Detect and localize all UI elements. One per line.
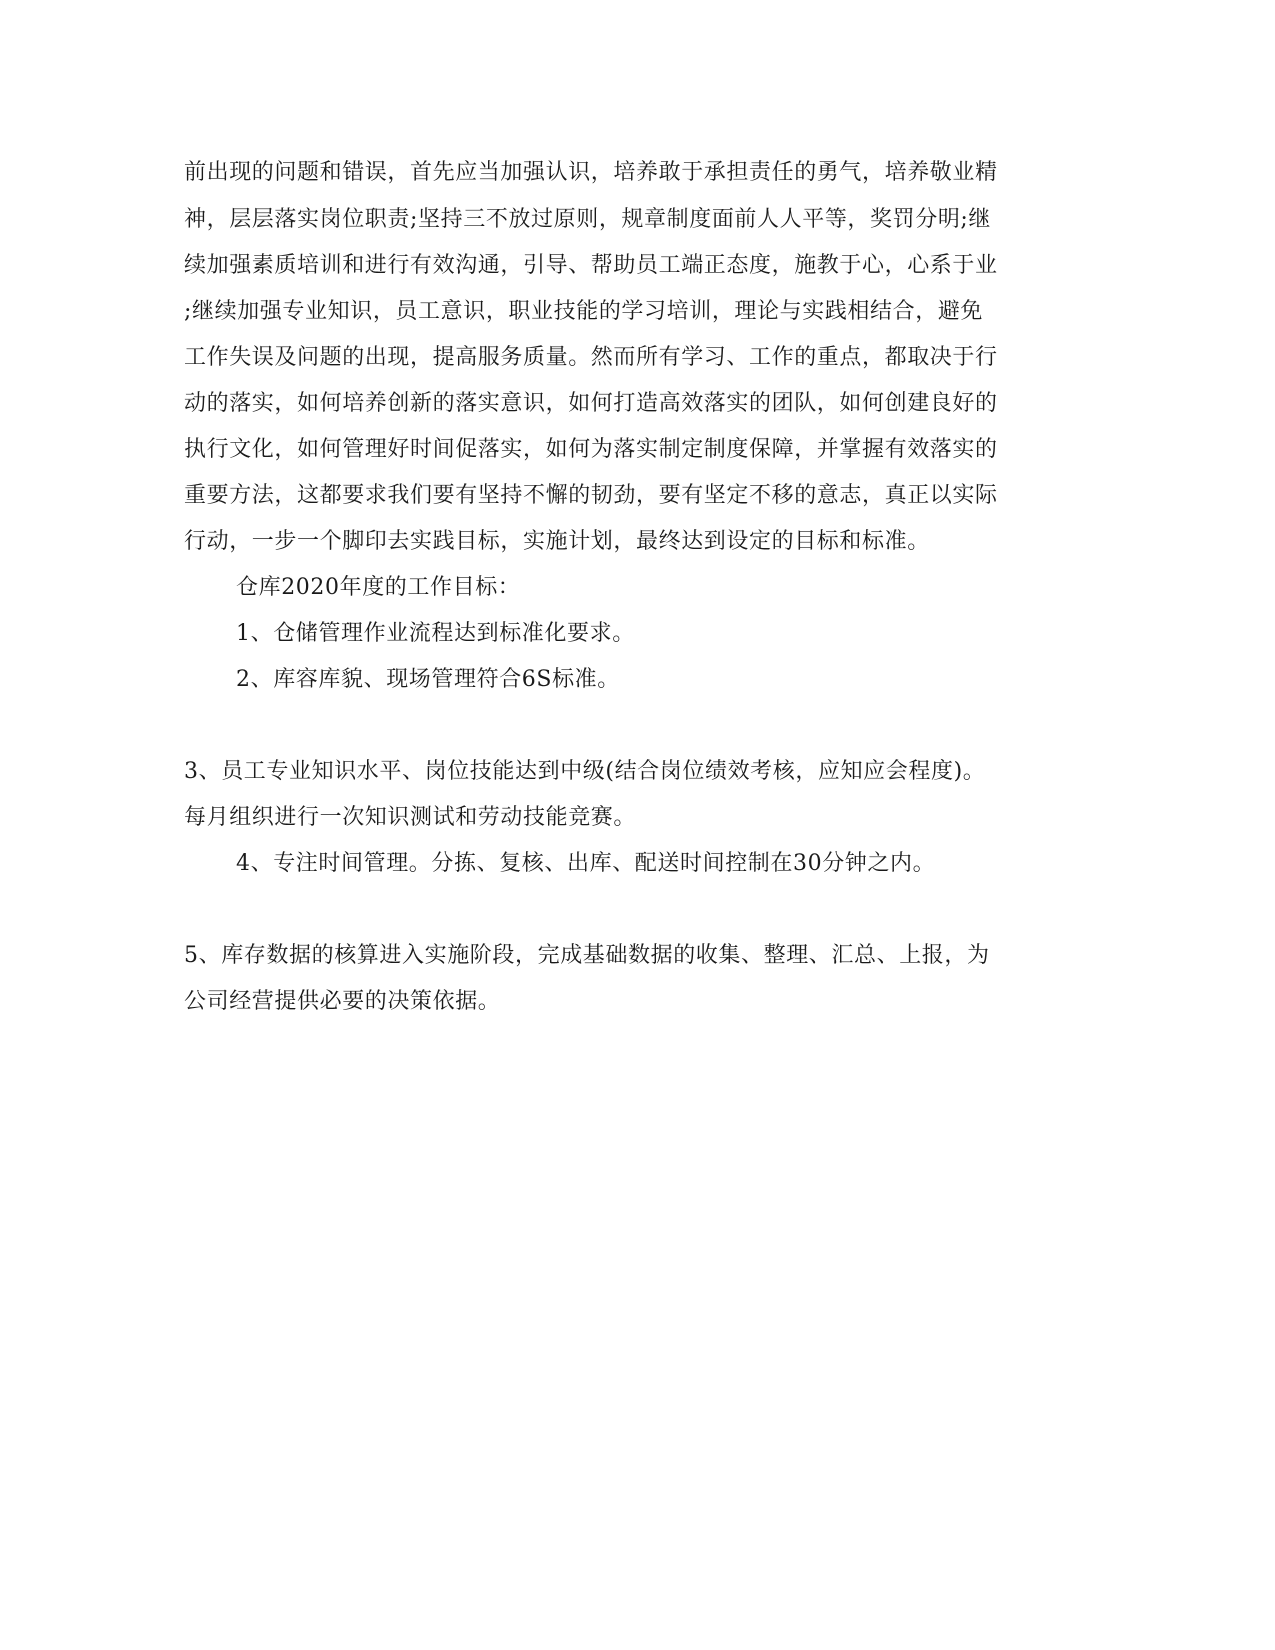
goal-item-continuation: 每月组织进行一次知识测试和劳动技能竞赛。 xyxy=(184,805,637,830)
paragraph-line: 续加强素质培训和进行有效沟通，引导、帮助员工端正态度，施教于心，心系于业 xyxy=(184,253,998,278)
paragraph-line: 动的落实，如何培养创新的落实意识，如何打造高效落实的团队，如何创建良好的 xyxy=(184,391,998,416)
paragraph-line: 重要方法，这都要求我们要有坚持不懈的韧劲，要有坚定不移的意志，真正以实际 xyxy=(184,483,998,508)
paragraph-line: 前出现的问题和错误，首先应当加强认识，培养敢于承担责任的勇气，培养敬业精 xyxy=(184,160,998,185)
paragraph-line: 执行文化，如何管理好时间促落实，如何为落实制定制度保障，并掌握有效落实的 xyxy=(184,437,998,462)
goal-item: 2、库容库貌、现场管理符合6S标准。 xyxy=(236,667,620,692)
paragraph-line: 行动，一步一个脚印去实践目标，实施计划，最终达到设定的目标和标准。 xyxy=(184,529,930,554)
goal-item-continuation: 公司经营提供必要的决策依据。 xyxy=(184,989,501,1014)
goal-item: 4、专注时间管理。分拣、复核、出库、配送时间控制在30分钟之内。 xyxy=(236,851,936,876)
paragraph-line: 神，层层落实岗位职责;坚持三不放过原则，规章制度面前人人平等，奖罚分明;继 xyxy=(184,207,992,232)
goal-item: 5、库存数据的核算进入实施阶段，完成基础数据的收集、整理、汇总、上报，为 xyxy=(184,943,990,968)
goals-heading: 仓库2020年度的工作目标： xyxy=(236,575,521,600)
goal-item: 1、仓储管理作业流程达到标准化要求。 xyxy=(236,621,635,646)
goal-item: 3、员工专业知识水平、岗位技能达到中级(结合岗位绩效考核，应知应会程度)。 xyxy=(184,759,986,784)
paragraph-line: 工作失误及问题的出现，提高服务质量。然而所有学习、工作的重点，都取决于行 xyxy=(184,345,998,370)
paragraph-line: ;继续加强专业知识，员工意识，职业技能的学习培训，理论与实践相结合，避免 xyxy=(184,299,984,324)
